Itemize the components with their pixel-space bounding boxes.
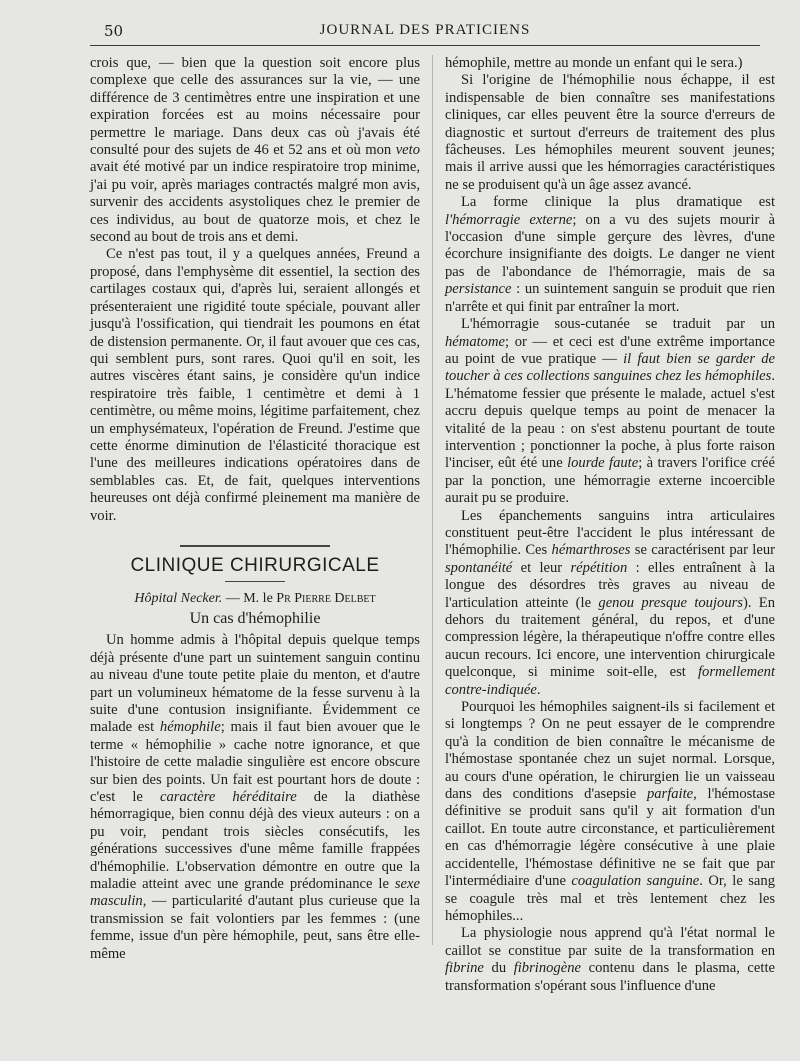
paragraph: crois que, — bien que la question soit encore plus complexe que celle des assurances sur la vie, — une différence de 3 centimètres entre une inspiration et une expiration forcées est au moins nécessaire pour permettre le mariage. Dans deux cas où j'avais été consulté pour des sujets de 46 et 52 ans et où mon veto avait été motivé par un indice respiratoire trop minime, j'ai pu voir, après mariages contractés malgré mon avis, survenir des accidents asystoliques chez le premier de ces individus, au bout de quatorze mois, et chez le second au bout de trois ans et demi. [90,55,420,246]
section-rule [225,581,285,582]
hospital-byline: Hôpital Necker. — M. le Pr Pierre Delbet [134,590,376,606]
journal-title: JOURNAL DES PRATICIENS [319,22,531,38]
paragraph: Les épanchements sanguins intra articulaires constituent peut-être l'accident le plus intéressant de l'hémophilie. Ces hémarthroses se caractérisent par leur spontanéité et leur répétition : elles entraînent à la longue des désordres très graves au niveau de l'articulation atteinte (le genou presque toujours). En dehors du traitement général, du repos, et d'une compression légère, la thérapeutique n'offre contre elles aucun recours. Ici encore, une intervention chirurgicale quelconque, si minime soit-elle, est formellement contre-indiquée. [445,507,776,698]
paragraph: Si l'origine de l'hémophilie nous échappe, il est indispensable de bien connaître ses manifestations cliniques, car elles peuvent être la source d'erreurs de diagnostic et surtout d'erreurs de traitement des plus fâcheuses. Les hémophiles meurent souvent jeunes; mais il arrive aussi que les hémorragies caractéristiques ne se produisent qu'à un âge assez avancé. [445,72,775,193]
section-rule [180,545,330,547]
paragraph: hémophile, mettre au monde un enfant qui le sera.) [445,55,743,71]
page-number: 50 [104,22,124,40]
section-title: CLINIQUE CHIRURGICALE [130,554,380,576]
paragraph: L'hémorragie sous-cutanée se traduit par un hématome; or — et ceci est d'une extrême importance au point de vue pratique — il faut bien se garder de toucher à ces collections sanguines chez les hémophiles. L'hématome fessier que présente le malade, actuel s'est accru depuis quelque temps au point de menacer la vitalité de la peau : on s'est abstenu pourtant de toute intervention ; ponctionner la poche, à plus forte raison l'inciser, eût été une lourde faute; à travers l'orifice créé par la ponction, une hémorragie externe incoercible aurait pu se produire. [445,316,776,507]
right-column [445,55,775,995]
paragraph: Pourquoi les hémophiles saignent-ils si facilement et si longtemps ? On ne peut essayer de le comprendre qu'à la condition de bien connaître le mécanisme de l'hémostase spontanée chez un sujet normal. Lorsque, au cours d'une opération, le chirurgien lie un vaisseau dans des conditions d'asepsie parfaite, l'hémostase définitive se produit sans qu'il y ait formation d'un caillot. En toute autre circonstance, et particulièrement en cas d'hémorragie légère consécutive à une plaie accidentelle, l'hémostase définitive ne se fait que par l'intermédiaire d'une coagulation sanguine. Or, le sang se coagule très mal et très lentement chez les hémophiles... [445,699,776,924]
header-rule [90,45,760,46]
paragraph: La physiologie nous apprend qu'à l'état normal le caillot se constitue par suite de la transformation en fibrine du fibrinogène contenu dans le plasma, cette transformation s'opérant sous l'influence d'une [445,925,775,994]
left-column [90,55,420,963]
page-header [90,18,760,40]
paragraph: Un homme admis à l'hôpital depuis quelque temps déjà présente d'une part un suintement sanguin continu au niveau d'une toute petite plaie du menton, et d'autre part un volumineux hématome de la fesse survenu à la suite d'une contusion insignifiante. Évidemment ce malade est hémophile; mais il faut bien avouer que le terme « hémophilie » cache notre ignorance, et que l'histoire de cette maladie singulière est encore obscure sur bien des points. Un fait est pourtant hors de doute : c'est le caractère héréditaire de la diathèse hémorragique, bien connu déjà des vieux auteurs : on a pu voir, pendant trois siècles consécutifs, les générations successives d'une même famille frappées d'hémophilie. L'observation démontre en outre que la maladie atteint avec une grande prédominance le sexe masculin, — particularité d'autant plus curieuse que la transmission se fait volontiers par les femmes : (une femme, issue d'un père hémophile, peut, sans être elle-même [90,632,420,962]
paragraph: La forme clinique la plus dramatique est l'hémorragie externe; on a vu des sujets mourir à l'occasion d'une simple gerçure des lèvres, d'une écorchure insignifiante des doigts. Le danger ne vient pas de l'abondance de l'hémorragie, mais de sa persistance : un suintement sanguin se produit que rien n'arrête et qui finit par entraîner la mort. [445,194,775,315]
column-divider [432,55,433,945]
article-title: Un cas d'hémophilie [189,610,321,628]
paragraph: Ce n'est pas tout, il y a quelques années, Freund a proposé, dans l'emphysème dit essentiel, la section des cartilages costaux qui, d'après lui, seraient allongés et présenteraient une rigidité toute spéciale, pouvant aller jusqu'à l'ossification, qui tiendrait les poumons en état de distension permanente. Or, il faut avouer que ces cas, qui semblent purs, sont rares. Quoi qu'il en soit, les autres viscères étant sains, je considère qu'un indice respiratoire très faible, 1 centimètre et demi à 1 centimètre, ou même moins, légitime parfaitement, chez un emphysémateux, l'opération de Freund. J'estime que cette énorme diminution de l'élasticité thoracique est l'une des meilleures indications opératoires dans de semblables cas. Et, de fait, quelques interventions heureuses ont déjà confirmé pleinement ma manière de voir. [90,246,420,524]
